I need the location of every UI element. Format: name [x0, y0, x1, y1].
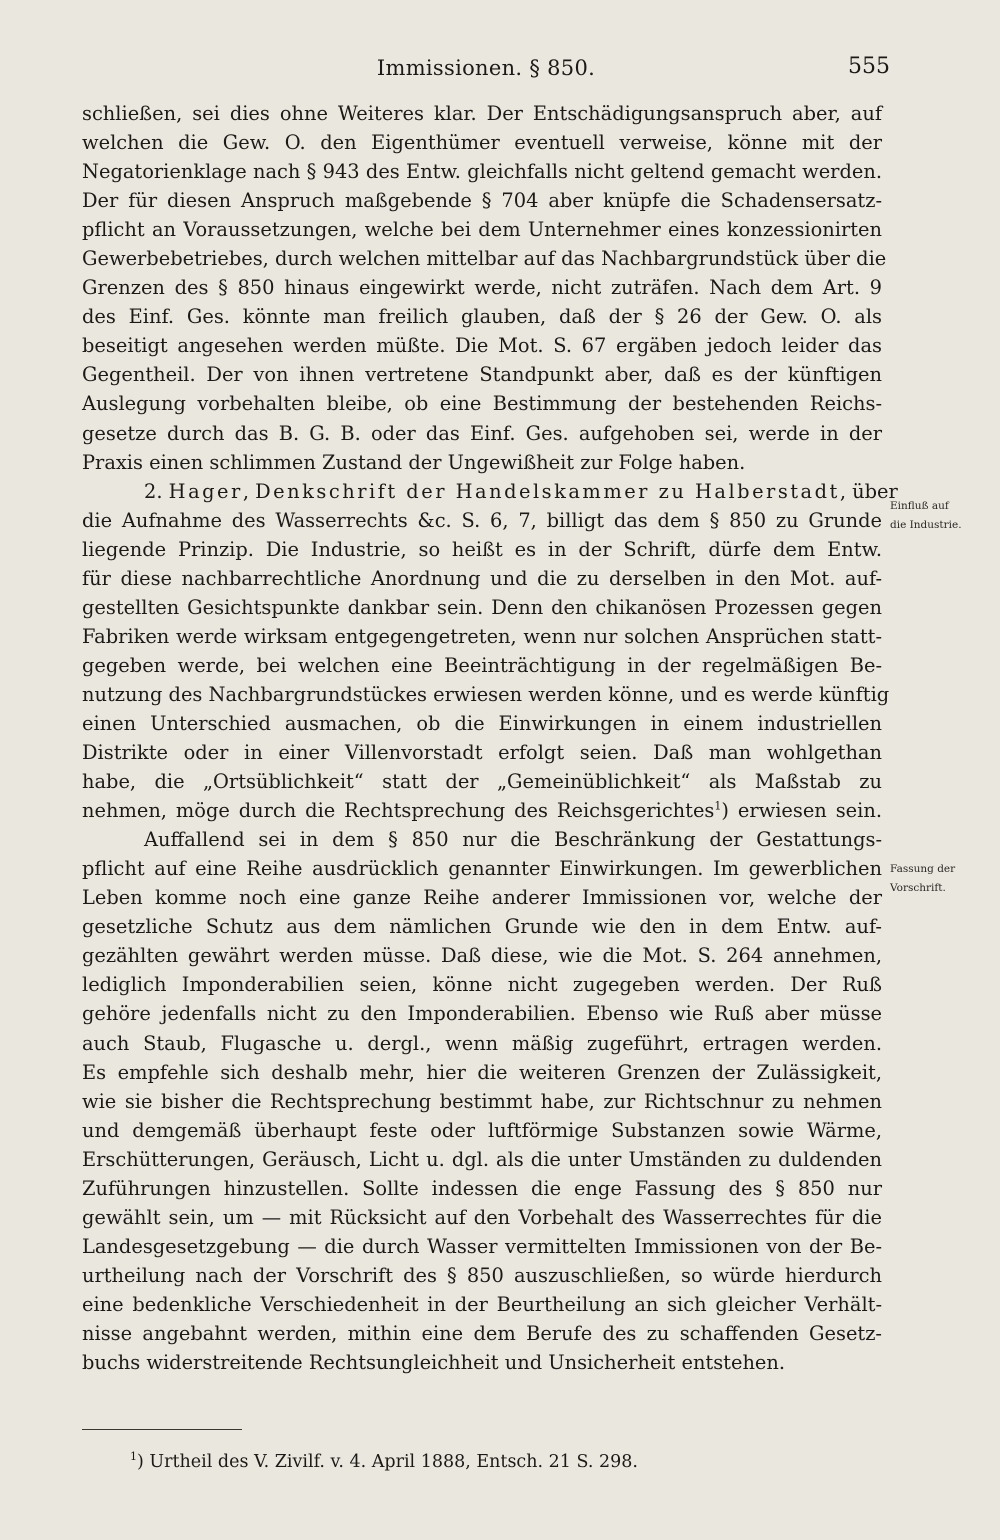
text-line: Zuführungen hinzustellen. Sollte indessen die enge Fassung des § 850 nur — [82, 1176, 882, 1200]
text-line: nisse angebahnt werden, mithin eine dem Berufe des zu schaffenden Gesetz- — [82, 1321, 882, 1345]
text-line: gezählten gewährt werden müsse. Daß diese, wie die Mot. S. 264 annehmen, — [82, 944, 882, 968]
text-line: Erschütterungen, Geräusch, Licht u. dgl. als die unter Umständen zu duldenden — [82, 1147, 882, 1171]
footnote-divider — [82, 1429, 242, 1430]
text-line: pflicht auf eine Reihe ausdrücklich genannter Einwirkungen. Im gewerblichen — [82, 857, 882, 881]
text-line-with-footnote — [82, 796, 882, 825]
text-line: gestellten Gesichtspunkte dankbar sein. Denn den chikanösen Prozessen gegen — [82, 595, 882, 619]
text-line: pflicht an Voraussetzungen, welche bei dem Unternehmer eines konzessionirten — [82, 218, 882, 242]
text-line: Distrikte oder in einer Villenvorstadt erfolgt seien. Daß man wohlgethan — [82, 741, 882, 765]
text-line: urtheilung nach der Vorschrift des § 850 auszuschließen, so würde hierdurch — [82, 1263, 882, 1287]
text-line: Gegentheil. Der von ihnen vertretene Standpunkt aber, daß es der künftigen — [82, 363, 882, 387]
text-line: Gewerbebetriebes, durch welchen mittelbar auf das Nachbargrundstück über die — [82, 247, 887, 271]
margin-note-line: die Industrie. — [890, 519, 962, 531]
body-text — [82, 99, 898, 1377]
reference-tail: , über — [839, 479, 898, 503]
item-number: 2. — [144, 479, 169, 503]
text-line: einen Unterschied ausmachen, ob die Einwirkungen in einem industriellen — [82, 711, 882, 735]
text-line: für diese nachbarrechtliche Anordnung und die zu derselben in den Mot. auf- — [82, 566, 882, 590]
text-line: gesetze durch das B. G. B. oder das Einf. Ges. aufgehoben sei, werde in der — [82, 421, 882, 445]
margin-note-line: Vorschrift. — [890, 882, 946, 894]
text-line: Leben komme noch eine ganze Reihe anderer Immissionen vor, welche der — [82, 886, 882, 910]
running-head — [82, 50, 890, 86]
footnote-mark: 1 — [130, 1450, 137, 1464]
margin-note-provision — [890, 860, 994, 898]
author-name: Hager — [168, 479, 243, 503]
text-line: Landesgesetzgebung — die durch Wasser vermittelten Immissionen von der Be- — [82, 1234, 882, 1258]
text-line: eine bedenkliche Verschiedenheit in der Beurtheilung an sich gleicher Verhält- — [82, 1292, 882, 1316]
text-line: auch Staub, Flugasche u. dergl., wenn mäßig zugeführt, ertragen werden. — [82, 1031, 882, 1055]
text-line: Grenzen des § 850 hinaus eingewirkt werde, nicht zuträfen. Nach dem Art. 9 — [82, 276, 882, 300]
page-number: 555 — [848, 54, 890, 79]
margin-note-industry — [890, 497, 994, 535]
line-text: nehmen, möge durch die Rechtsprechung des Reichsgerichtes — [82, 799, 715, 823]
text-line: nutzung des Nachbargrundstückes erwiesen werden könne, und es werde künftig — [82, 682, 890, 706]
text-line: des Einf. Ges. könnte man freilich glauben, daß der § 26 der Gew. O. als — [82, 305, 882, 329]
text-line-reference — [82, 477, 898, 506]
text-line: Praxis einen schlimmen Zustand der Ungewißheit zur Folge haben. — [82, 450, 746, 474]
text-line: welchen die Gew. O. den Eigenthümer eventuell verweise, könne mit der — [82, 131, 882, 155]
text-line: gegeben werde, bei welchen eine Beeinträchtigung in der regelmäßigen Be- — [82, 653, 882, 677]
text-line: Auffallend sei in dem § 850 nur die Beschränkung der Gestattungs- — [144, 828, 882, 852]
text-line: gehöre jedenfalls nicht zu den Imponderabilien. Ebenso wie Ruß aber müsse — [82, 1002, 882, 1026]
running-head-title: Immissionen. § 850. — [376, 56, 596, 80]
text-line: schließen, sei dies ohne Weiteres klar. Der Entschädigungsanspruch aber, auf — [82, 102, 882, 125]
text-line: Negatorienklage nach § 943 des Entw. gleichfalls nicht geltend gemacht werden. — [82, 160, 882, 184]
separator: , — [242, 479, 256, 503]
text-line: gesetzliche Schutz aus dem nämlichen Grunde wie den in dem Entw. auf- — [82, 915, 882, 939]
text-line: Fabriken werde wirksam entgegengetreten, wenn nur solchen Ansprüchen statt- — [82, 624, 882, 648]
text-line: buchs widerstreitende Rechtsungleichheit und Unsicherheit entstehen. — [82, 1351, 786, 1375]
text-line: gewählt sein, um — mit Rücksicht auf den Vorbehalt des Wasserrechtes für die — [82, 1205, 882, 1229]
work-title: Denkschrift der Handelskammer zu Halberstadt — [255, 479, 840, 503]
text-line: habe, die „Ortsüblichkeit“ statt der „Gemeinüblichkeit“ als Maßstab zu — [82, 770, 882, 794]
footnote-ref[interactable]: 1 — [714, 799, 722, 813]
footnote — [130, 1452, 638, 1472]
line-text-end: ) erwiesen sein. — [721, 799, 882, 823]
text-line: Auslegung vorbehalten bleibe, ob eine Bestimmung der bestehenden Reichs- — [82, 392, 882, 416]
text-line: Es empfehle sich deshalb mehr, hier die weiteren Grenzen der Zulässigkeit, — [82, 1060, 882, 1084]
text-line: wie sie bisher die Rechtsprechung bestimmt habe, zur Richtschnur zu nehmen — [82, 1089, 882, 1113]
footnote-text: ) Urtheil des V. Zivilf. v. 4. April 1888, Entsch. 21 S. 298. — [137, 1452, 638, 1472]
text-line: lediglich Imponderabilien seien, könne nicht zugegeben werden. Der Ruß — [82, 973, 882, 997]
text-line: liegende Prinzip. Die Industrie, so heißt es in der Schrift, dürfe dem Entw. — [82, 537, 882, 561]
text-line: Der für diesen Anspruch maßgebende § 704 aber knüpfe die Schadensersatz- — [82, 189, 882, 213]
text-line: beseitigt angesehen werden müßte. Die Mot. S. 67 ergäben jedoch leider das — [82, 334, 882, 358]
text-line: die Aufnahme des Wasserrechts &c. S. 6, 7, billigt das dem § 850 zu Grunde — [82, 508, 882, 532]
text-line: und demgemäß überhaupt feste oder luftförmige Substanzen sowie Wärme, — [82, 1118, 882, 1142]
margin-note-line: Fassung der — [890, 863, 956, 875]
margin-note-line: Einfluß auf — [890, 500, 949, 512]
